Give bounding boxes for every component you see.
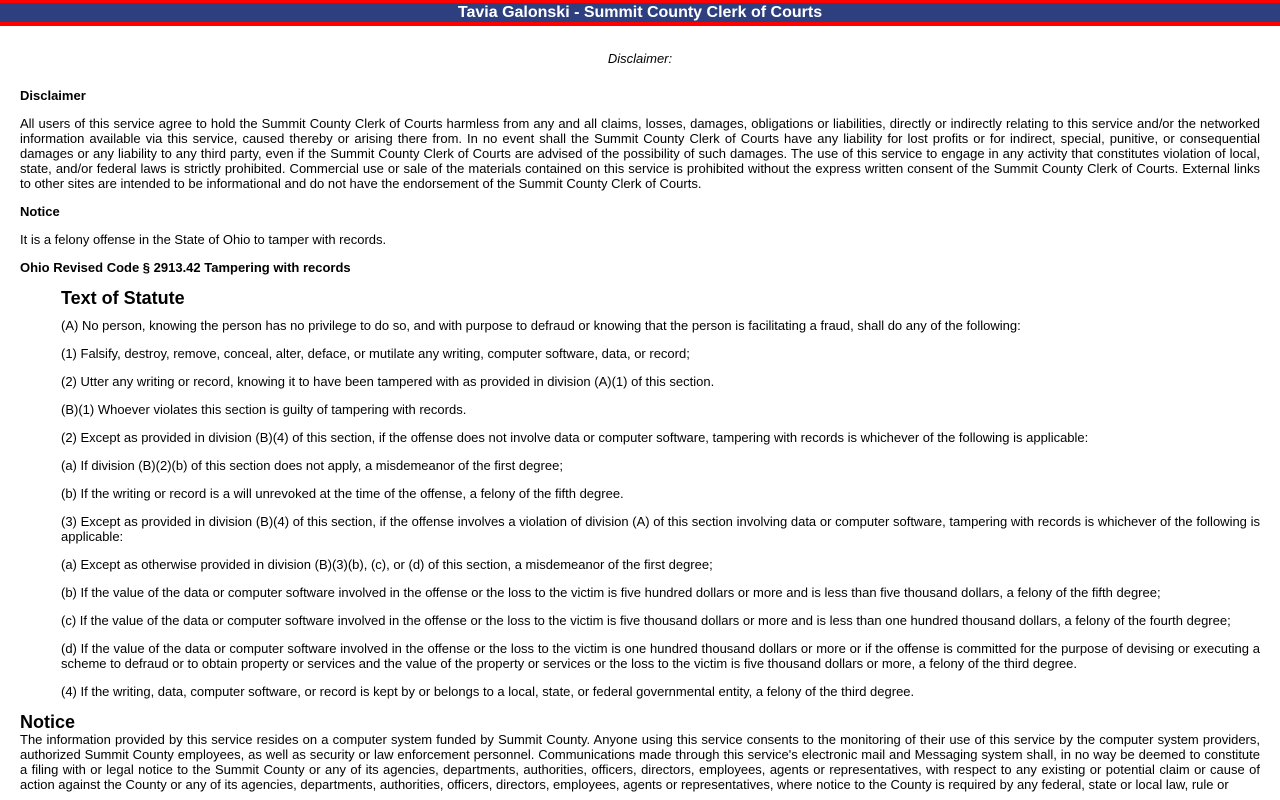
statute-section [20,288,1260,699]
main-content [0,51,1280,792]
notice-heading-large: Notice [20,712,76,732]
statute-paragraph: (3) Except as provided in division (B)(4) of this section, if the offense involves a violation of division (A) of this section involving data or computer software, tampering with records is whichever of the following is applicable: [61,514,1260,544]
statute-paragraph: (4) If the writing, data, computer software, or record is kept by or belongs to a local, state, or federal governmental entity, a felony of the third degree. [61,684,915,699]
statute-paragraph: (b) If the value of the data or computer software involved in the offense or the loss to the victim is five hundred dollars or more and is less than five thousand dollars, a felony of the fifth degree; [61,585,1161,600]
statute-paragraph: (a) If division (B)(2)(b) of this section does not apply, a misdemeanor of the first degree; [61,458,563,473]
site-header [0,0,1280,26]
statute-paragraph: (1) Falsify, destroy, remove, conceal, alter, deface, or mutilate any writing, computer software, data, or record; [61,346,690,361]
statute-paragraph: (c) If the value of the data or computer software involved in the offense or the loss to the victim is five thousand dollars or more and is less than one hundred thousand dollars, a felony of the fourth degree; [61,613,1231,628]
statute-paragraph: (b) If the writing or record is a will unrevoked at the time of the offense, a felony of the fifth degree. [61,486,624,501]
statute-paragraph: (d) If the value of the data or computer software involved in the offense or the loss to the victim is one hundred thousand dollars or more or if the offense is committed for the purpose of devising or executing a scheme to defraud or to obtain property or services and the value of the property or services or the loss to the victim is five thousand dollars or more, a felony of the third degree. [61,641,1260,671]
notice-body-large: The information provided by this service resides on a computer system funded by Summit County. Anyone using this service consents to the monitoring of their use of this service by the computer system providers, authorized Summit County employees, as well as security or law enforcement personnel. Communications made through this service's electronic mail and Messaging system shall, in no way be deemed to constitute a filing with or legal notice to the Summit County or any of its agencies, departments, authorities, officers, directors, employees, agents or representatives, with respect to any existing or potential claim or cause of action against the County or any of its agencies, departments, authorities, officers, directors, employees, agents or representatives, where notice to the County is required by any federal, state or local law, rule or [20,732,1260,792]
statute-paragraph: (2) Utter any writing or record, knowing it to have been tampered with as provided in division (A)(1) of this section. [61,374,715,389]
statute-heading: Text of Statute [61,288,185,308]
statute-paragraph: (B)(1) Whoever violates this section is guilty of tampering with records. [61,402,467,417]
disclaimer-body: All users of this service agree to hold the Summit County Clerk of Courts harmless from any and all claims, losses, damages, obligations or liabilities, directly or indirectly relating to this service and/or the networked information available via this service, caused thereby or arising there from. In no event shall the Summit County Clerk of Courts have any liability for lost profits or for indirect, special, punitive, or consequential damages or any liability to any third party, even if the Summit County Clerk of Courts are advised of the possibility of such damages. The use of this service to engage in any activity that constitutes violation of local, state, and/or federal laws is strictly prohibited. Commercial use or sale of the materials contained on this service is prohibited without the express written consent of the Summit County Clerk of Courts. External links to other sites are intended to be informational and do not have the endorsement of the Summit County Clerk of Courts. [20,116,1260,191]
statute-paragraph: (A) No person, knowing the person has no privilege to do so, and with purpose to defraud or knowing that the person is facilitating a fraud, shall do any of the following: [61,318,1021,333]
page-subtitle: Disclaimer: [607,51,673,66]
disclaimer-heading: Disclaimer [20,88,86,103]
notice-heading-small: Notice [20,204,60,219]
statute-paragraph: (a) Except as otherwise provided in division (B)(3)(b), (c), or (d) of this section, a misdemeanor of the first degree; [61,557,713,572]
code-title: Ohio Revised Code § 2913.42 Tampering with records [20,260,351,275]
statute-paragraph: (2) Except as provided in division (B)(4) of this section, if the offense does not involve data or computer software, tampering with records is whichever of the following is applicable: [61,430,1089,445]
site-title: Tavia Galonski - Summit County Clerk of Courts [457,4,823,21]
notice-body-small: It is a felony offense in the State of Ohio to tamper with records. [20,232,387,247]
